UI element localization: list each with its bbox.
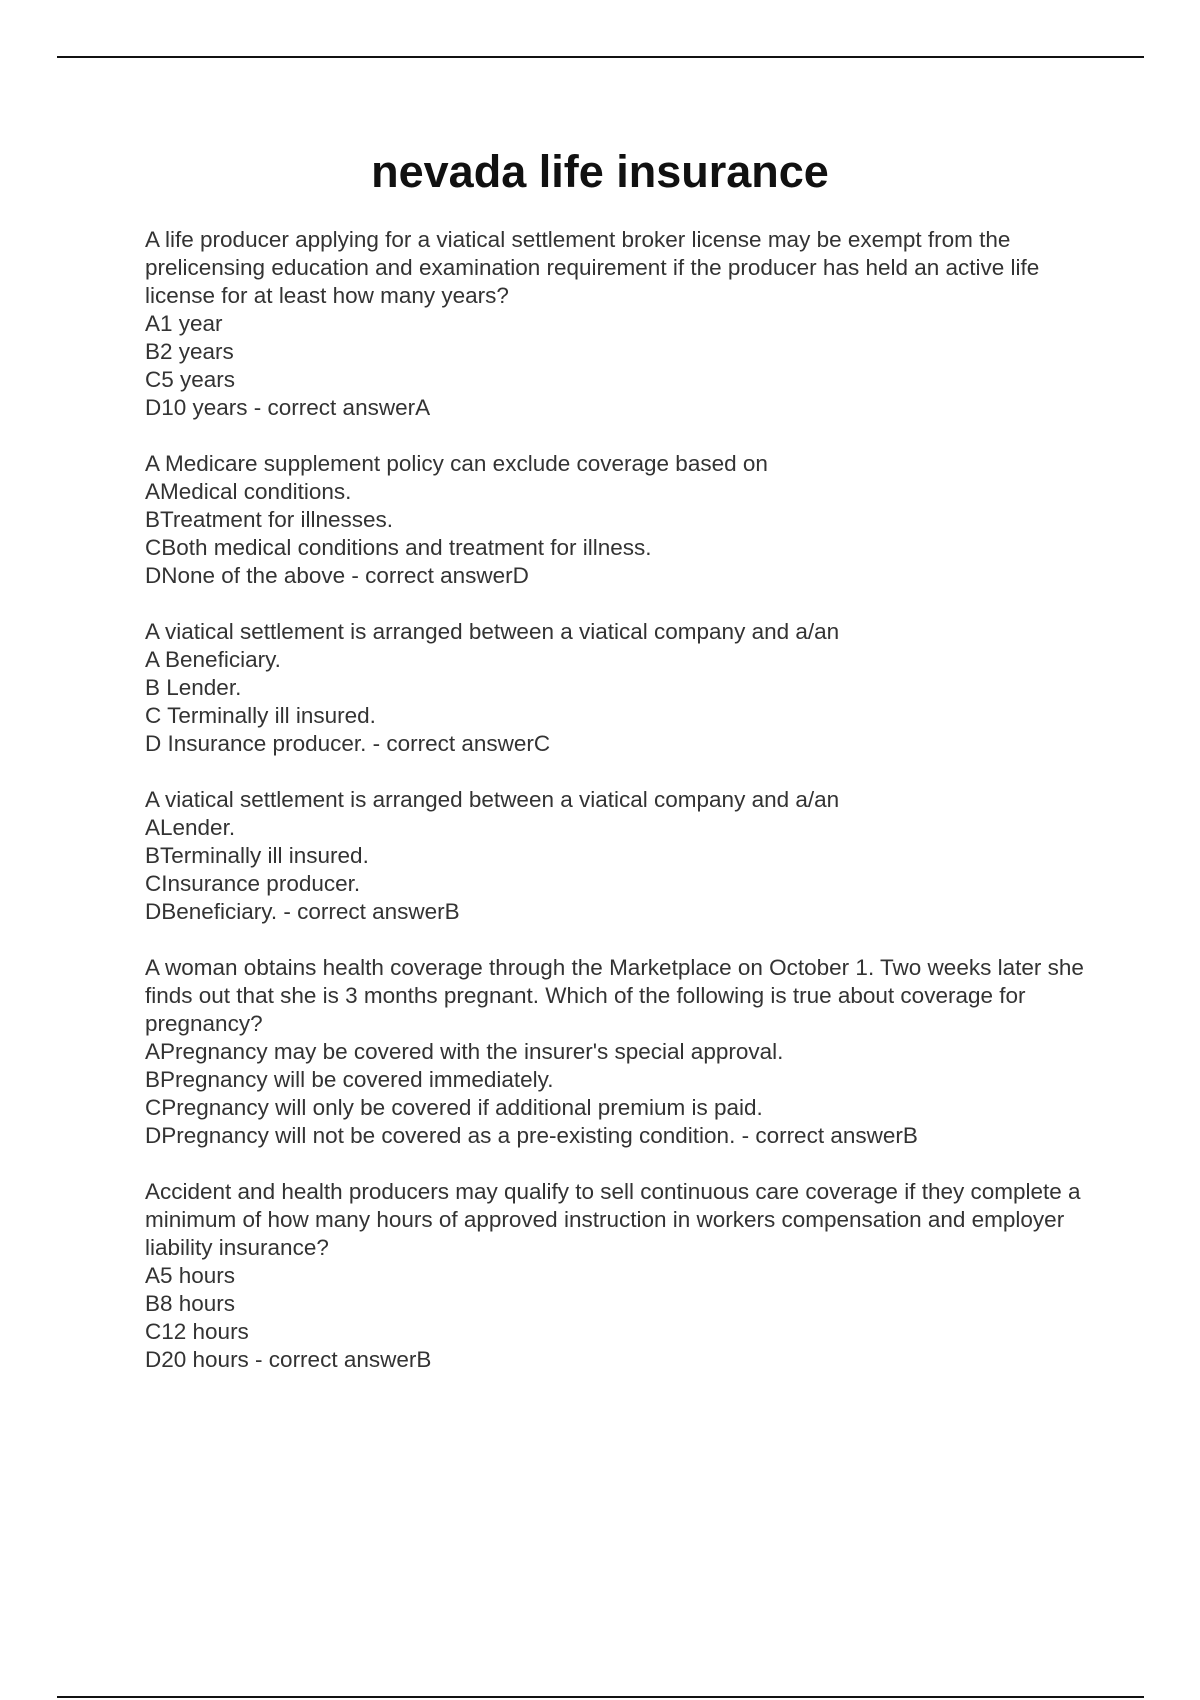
question-text: A Medicare supplement policy can exclude coverage based on xyxy=(145,451,768,476)
question-block-6 xyxy=(145,1178,1090,1374)
question-block-2 xyxy=(145,450,1090,590)
question-text: A life producer applying for a viatical settlement broker license may be exempt from the prelicensing education and examination requirement if the producer has held an active life license for at least how many years? xyxy=(145,227,1040,308)
answer-option-a: APregnancy may be covered with the insurer's special approval. xyxy=(145,1039,784,1064)
bottom-rule xyxy=(57,1696,1144,1698)
answer-option-d: DNone of the above - correct answerD xyxy=(145,563,529,588)
answer-option-d: D10 years - correct answerA xyxy=(145,395,431,420)
answer-option-c: CPregnancy will only be covered if additional premium is paid. xyxy=(145,1095,763,1120)
top-rule xyxy=(57,56,1144,58)
answer-option-a: ALender. xyxy=(145,815,236,840)
answer-option-d: DBeneficiary. - correct answerB xyxy=(145,899,460,924)
answer-option-b: B8 hours xyxy=(145,1291,236,1316)
answer-option-a: A1 year xyxy=(145,311,223,336)
question-block-4 xyxy=(145,786,1090,926)
question-block-5 xyxy=(145,954,1090,1150)
answer-option-c: C5 years xyxy=(145,367,236,392)
question-text: A woman obtains health coverage through the Marketplace on October 1. Two weeks later she finds out that she is 3 months pregnant. Which of the following is true about coverage for pregnancy? xyxy=(145,955,1084,1036)
answer-option-a: A5 hours xyxy=(145,1263,236,1288)
answer-option-a: AMedical conditions. xyxy=(145,479,352,504)
answer-option-b: B2 years xyxy=(145,339,234,364)
question-text: A viatical settlement is arranged between a viatical company and a/an xyxy=(145,787,840,812)
answer-option-c: CInsurance producer. xyxy=(145,871,361,896)
question-block-3 xyxy=(145,618,1090,758)
question-block-1 xyxy=(145,226,1090,422)
answer-option-c: CBoth medical conditions and treatment for illness. xyxy=(145,535,652,560)
answer-option-d: DPregnancy will not be covered as a pre-existing condition. - correct answerB xyxy=(145,1123,918,1148)
answer-option-d: D20 hours - correct answerB xyxy=(145,1347,432,1372)
answer-option-a: A Beneficiary. xyxy=(145,647,281,672)
answer-option-c: C12 hours xyxy=(145,1319,249,1344)
question-text: Accident and health producers may qualify to sell continuous care coverage if they complete a minimum of how many hours of approved instruction in workers compensation and employer liability insurance? xyxy=(145,1179,1081,1260)
answer-option-c: C Terminally ill insured. xyxy=(145,703,376,728)
answer-option-b: BPregnancy will be covered immediately. xyxy=(145,1067,554,1092)
answer-option-b: BTerminally ill insured. xyxy=(145,843,369,868)
answer-option-b: BTreatment for illnesses. xyxy=(145,507,394,532)
question-list xyxy=(145,226,1090,1402)
answer-option-d: D Insurance producer. - correct answerC xyxy=(145,731,551,756)
answer-option-b: B Lender. xyxy=(145,675,242,700)
question-text: A viatical settlement is arranged between a viatical company and a/an xyxy=(145,619,840,644)
page-title: nevada life insurance xyxy=(371,146,829,197)
